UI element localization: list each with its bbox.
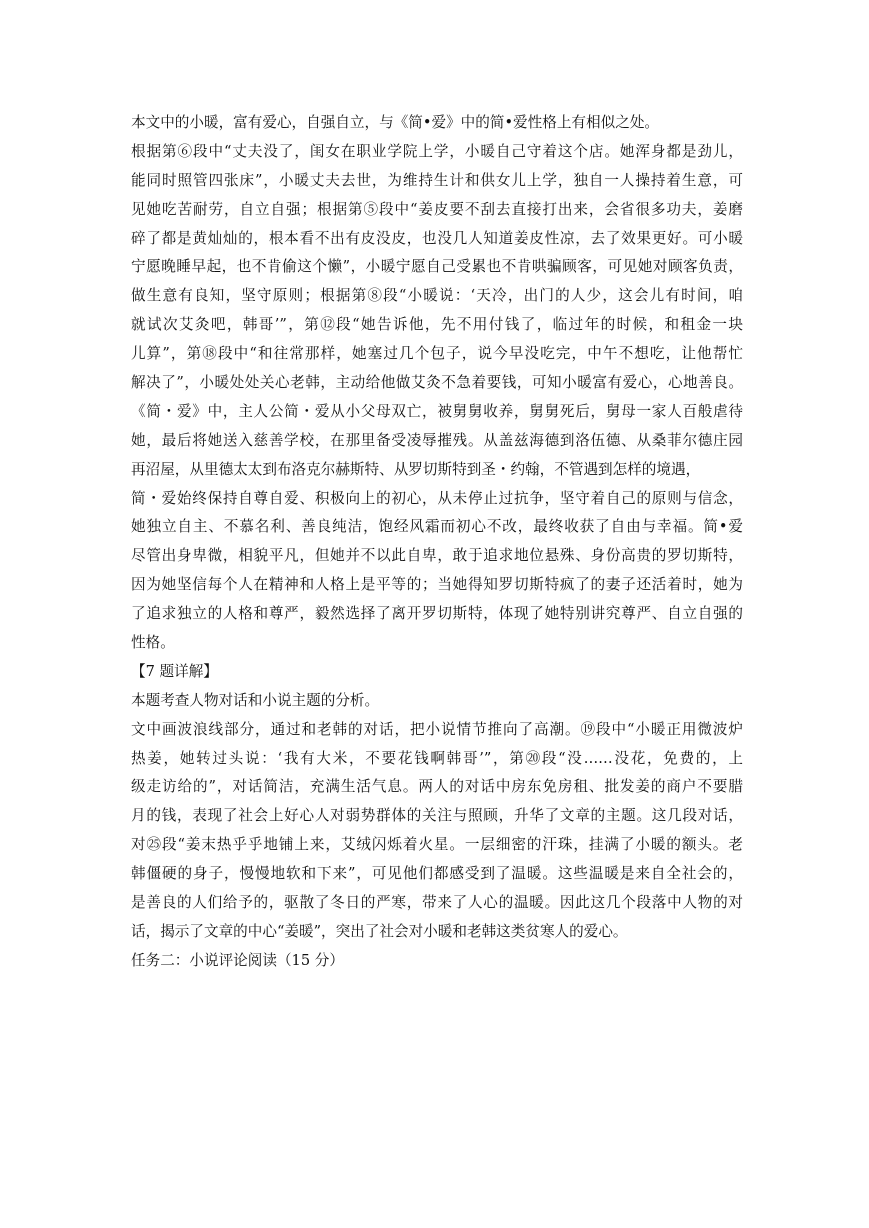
text-line: 尽管出身卑微，相貌平凡，但她并不以此自卑，敢于追求地位悬殊、身份高贵的罗切斯特， — [131, 547, 743, 565]
text-line: 本题考查人物对话和小说主题的分析。 — [131, 691, 380, 709]
text-line: 她，最后将她送入慈善学校，在那里备受凌辱摧残。从盖兹海德到洛伍德、从桑菲尔德庄园 — [131, 431, 743, 449]
section-heading: 【7 题详解】 — [131, 662, 218, 680]
text-line: 性格。 — [131, 634, 175, 652]
text-line: 因为她坚信每个人在精神和人格上是平等的；当她得知罗切斯特疯了的妻子还活着时，她为 — [131, 576, 743, 594]
text-line: 是善良的人们给予的，驱散了冬日的严寒，带来了人心的温暖。因此这几个段落中人物的对 — [131, 894, 743, 912]
text-line: 了追求独立的人格和尊严，毅然选择了离开罗切斯特，体现了她特别讲究尊严、自立自强的 — [131, 605, 743, 623]
text-line: 再沼屋，从里德太太到布洛克尔赫斯特、从罗切斯特到圣・约翰，不管遇到怎样的境遇， — [131, 460, 701, 478]
text-line: 文中画波浪线部分，通过和老韩的对话，把小说情节推向了高潮。⑲段中“小暖正用微波炉 — [131, 720, 743, 738]
text-line: 儿算”，第⑱段中“和往常那样，她塞过几个包子，说今早没吃完，中午不想吃，让他帮忙 — [131, 345, 743, 363]
text-line: 级走访给的”，对话简洁，充满生活气息。两人的对话中房东免房租、批发姜的商户不要腊 — [131, 778, 743, 796]
text-line: 月的钱，表现了社会上好心人对弱势群体的关注与照顾，升华了文章的主题。这几段对话， — [131, 807, 743, 825]
text-line: 韩僵硬的身子，慢慢地软和下来”，可见他们都感受到了温暖。这些温暖是来自全社会的， — [131, 865, 743, 883]
text-line: 就试次艾灸吧，韩哥’”，第⑫段“她告诉他，先不用付钱了，临过年的时候，和租金一块 — [131, 316, 743, 334]
text-line: 她独立自主、不慕名利、善良纯洁，饱经风霜而初心不改，最终收获了自由与幸福。简•爱 — [131, 518, 743, 536]
text-line: 热姜，她转过头说：‘我有大米，不要花钱啊韩哥’”，第⑳段“没……没花，免费的，上 — [131, 749, 743, 767]
text-line: 《简・爱》中，主人公简・爱从小父母双亡，被舅舅收养，舅舅死后，舅母一家人百般虐待 — [131, 402, 743, 420]
text-line: 本文中的小暖，富有爱心，自强自立，与《简•爱》中的简•爱性格上有相似之处。 — [131, 114, 660, 131]
text-line: 简・爱始终保持自尊自爱、积极向上的初心，从未停止过抗争，坚守着自己的原则与信念， — [131, 489, 743, 507]
section-heading: 任务二：小说评论阅读（15 分） — [131, 951, 344, 969]
text-line: 能同时照管四张床”，小暖丈夫去世，为维持生计和供女儿上学，独自一人操持着生意，可 — [131, 171, 743, 189]
text-line: 做生意有良知，坚守原则；根据第⑧段“小暖说：‘天冷，出门的人少，这会儿有时间，咱 — [131, 287, 743, 305]
text-line: 见她吃苦耐劳，自立自强；根据第⑤段中“姜皮要不刮去直接打出来，会省很多功夫，姜磨 — [131, 200, 743, 218]
text-line: 宁愿晚睡早起，也不肯偷这个懒”，小暖宁愿自己受累也不肯哄骗顾客，可见她对顾客负责， — [131, 258, 743, 276]
text-line: 碎了都是黄灿灿的，根本看不出有皮没皮，也没几人知道姜皮性凉，去了效果更好。可小暖 — [131, 229, 743, 247]
document-body — [131, 109, 743, 976]
text-line: 对㉕段“姜末热乎乎地铺上来，艾绒闪烁着火星。一层细密的汗珠，挂满了小暖的额头。老 — [131, 836, 743, 854]
text-line: 解决了”，小暖处处关心老韩，主动给他做艾灸不急着要钱，可知小暖富有爱心，心地善良。 — [131, 374, 743, 392]
text-line: 话，揭示了文章的中心“姜暖”，突出了社会对小暖和老韩这类贫寒人的爱心。 — [131, 922, 628, 940]
text-line: 根据第⑥段中“丈夫没了，闺女在职业学院上学，小暖自己守着这个店。她浑身都是劲儿， — [131, 142, 743, 160]
